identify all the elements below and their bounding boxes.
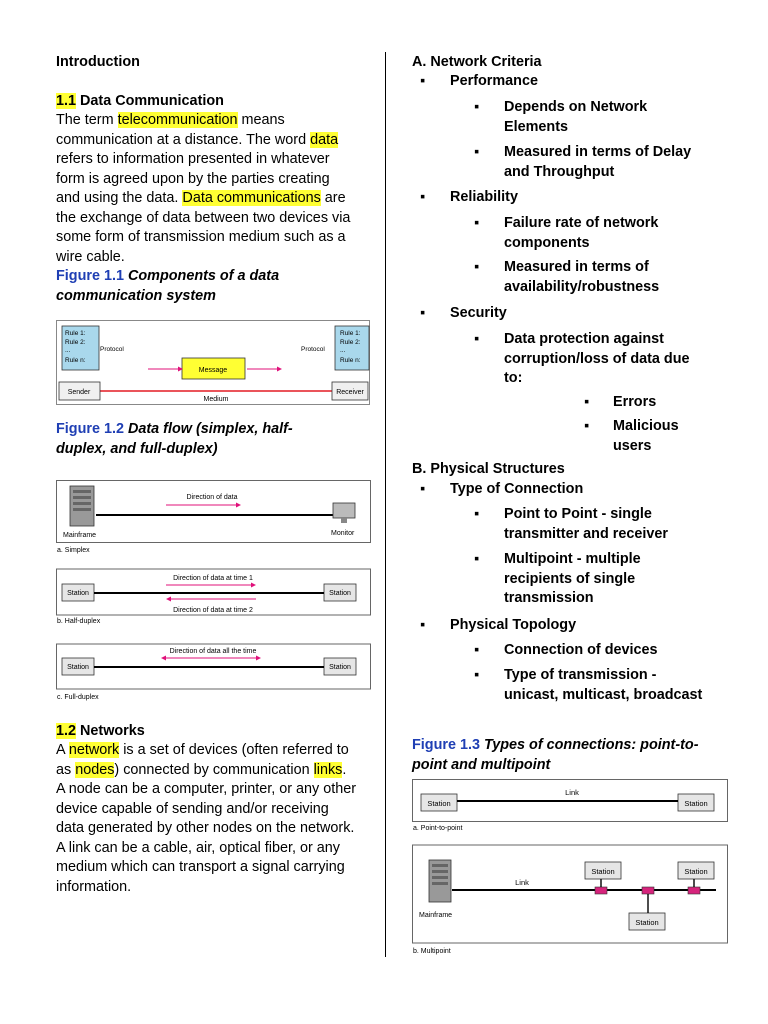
paragraph-networks <box>56 741 356 897</box>
half-duplex-caption: b. Half-duplex <box>57 618 101 625</box>
figure-1-1-title: Components of a data communication system <box>56 268 280 304</box>
rule-right: ... <box>340 347 346 354</box>
physical-structures-heading: B. Physical Structures <box>412 461 565 477</box>
multipoint-link-label: Link <box>515 878 529 887</box>
mainframe-label: Mainframe <box>63 532 97 539</box>
protocol-right-label: Protocol <box>301 346 325 353</box>
bullet-security: ▪ Security <box>420 305 507 321</box>
tap-connector <box>688 887 700 894</box>
bullet-sec-errors: ▪ Errors <box>584 394 657 410</box>
figure-1-2-title: Data flow (simplex, half-duplex, and full-duplex) <box>56 421 293 457</box>
section-1-1-number: 1.1 <box>56 93 77 109</box>
section-1-2-title: Networks <box>76 723 145 739</box>
rule-right: Rule 1: <box>340 330 361 337</box>
half-duplex-dir2-label: Direction of data at time 2 <box>173 607 253 614</box>
receiver-label: Receiver <box>336 389 364 396</box>
bullet-physical-topology: ▪ Physical Topology <box>420 617 577 633</box>
sender-label: Sender <box>67 389 91 396</box>
simplex-caption: a. Simplex <box>57 547 90 554</box>
bullet-topo-1: ▪ Connection of devices <box>474 642 658 658</box>
mainframe-label: Mainframe <box>419 912 453 919</box>
bullet-conn-1: ▪ Point to Point - single transmitter and receiver <box>474 506 668 542</box>
column-divider <box>385 52 386 957</box>
station-label: Station <box>635 918 659 927</box>
station-label: Station <box>684 799 708 808</box>
multipoint-caption: b. Multipoint <box>413 948 451 955</box>
protocol-left-label: Protocol <box>100 346 124 353</box>
bullet-perf-1: ▪ Depends on Network Elements <box>474 99 648 135</box>
term-telecommunication: telecommunication <box>117 112 238 128</box>
full-duplex-caption: c. Full-duplex <box>57 694 99 701</box>
intro-heading: Introduction <box>56 54 140 70</box>
bullet-reliability: ▪ Reliability <box>420 189 518 205</box>
figure-1-1-diagram <box>56 320 370 405</box>
term-data: data <box>310 131 339 148</box>
p1-text: refers to information presented in whatever form is agreed upon by the parties creating and using the data. <box>56 151 330 206</box>
figure-1-3-title: Types of connections: point-to-point and multipoint <box>412 737 699 773</box>
medium-label: Medium <box>203 396 229 403</box>
p1-text: means communication at a distance. The word <box>56 112 311 148</box>
section-1-2-heading <box>56 722 145 742</box>
rule-left: Rule 2: <box>65 339 86 346</box>
rule-left: Rule 1: <box>65 330 86 337</box>
simplex-direction-label: Direction of data <box>186 494 238 501</box>
figure-1-3-label: Figure 1.3 <box>412 737 480 753</box>
station-label: Station <box>591 867 615 876</box>
station-label: Station <box>427 799 451 808</box>
bullet-sec-malicious: ▪ Malicious users <box>584 418 679 454</box>
bullet-rel-1: ▪ Failure rate of network components <box>474 215 659 251</box>
section-1-1-heading <box>56 92 224 112</box>
rule-right: Rule 2: <box>340 339 361 346</box>
figure-1-2-diagram <box>56 480 372 705</box>
rule-left: Rule n: <box>65 357 86 364</box>
full-duplex-direction-label: Direction of data all the time <box>169 648 257 655</box>
monitor-icon <box>333 503 355 518</box>
figure-1-1-label: Figure 1.1 <box>56 268 124 284</box>
message-label: Message <box>198 367 228 374</box>
tap-connector <box>595 887 607 894</box>
figure-1-3-caption <box>412 736 722 775</box>
bullet-rel-2: ▪ Measured in terms of availability/robustness <box>474 259 660 295</box>
station-label: Station <box>329 590 351 597</box>
rule-left: ... <box>65 347 71 354</box>
ptp-link-label: Link <box>565 788 579 797</box>
station-label: Station <box>684 867 708 876</box>
multipoint-panel <box>413 845 728 943</box>
station-label: Station <box>329 664 351 671</box>
bullet-conn-2: ▪ Multipoint - multiple recipients of single transmission <box>474 551 641 606</box>
network-criteria-heading: A. Network Criteria <box>412 54 542 70</box>
point-to-point-caption: a. Point-to-point <box>413 825 463 832</box>
bullet-connection-type: ▪ Type of Connection <box>420 481 584 497</box>
bullet-performance: ▪ Performance <box>420 73 538 89</box>
bullet-perf-2: ▪ Measured in terms of Delay and Throughput <box>474 144 692 180</box>
term-network: network <box>68 742 120 758</box>
simplex-panel <box>57 481 371 543</box>
paragraph-data-communication <box>56 111 356 267</box>
figure-1-3-diagram <box>412 779 730 959</box>
term-data-communications: Data communications <box>182 190 321 206</box>
bullet-topo-2: ▪ Type of transmission - unicast, multicast, broadcast <box>474 667 703 703</box>
term-links: links <box>313 761 343 778</box>
p1-text: are the exchange of data between two devices via some form of transmission medium such as a wire cable. <box>56 190 351 265</box>
monitor-label: Monitor <box>331 530 355 537</box>
p2-text: A <box>56 742 69 758</box>
section-1-2-number: 1.2 <box>56 723 77 739</box>
p2-text: is a set of devices (often referred to as <box>56 742 349 778</box>
section-1-1-title: Data Communication <box>76 93 224 109</box>
figure-1-2-caption <box>56 420 316 459</box>
rule-right: Rule n: <box>340 357 361 364</box>
half-duplex-dir1-label: Direction of data at time 1 <box>173 575 253 582</box>
p2-text: ) connected by communication <box>114 761 314 778</box>
station-label: Station <box>67 590 89 597</box>
tap-connector <box>642 887 654 894</box>
term-nodes: nodes <box>75 761 115 778</box>
bullet-sec-1: ▪ Data protection against corruption/loss of data due to: <box>474 331 690 386</box>
station-label: Station <box>67 664 89 671</box>
figure-1-1-caption <box>56 267 316 306</box>
figure-1-2-label: Figure 1.2 <box>56 421 124 437</box>
p1-text: The term <box>56 112 118 128</box>
p2-text: . A node can be a computer, printer, or any other device capable of sending and/or receiving data generated by other nodes on the network. A link can be a cable, air, optical fiber, or any medium which can transport a signal carrying information. <box>56 761 356 895</box>
